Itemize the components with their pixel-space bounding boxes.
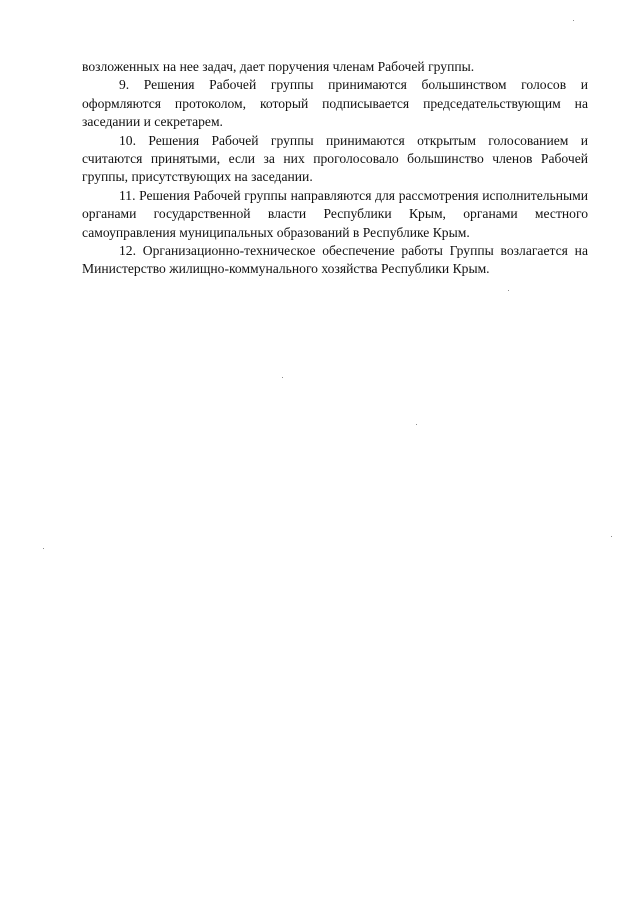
paragraph-continuation: возложенных на нее задач, дает поручения членам Рабочей группы.: [82, 59, 475, 74]
scan-speck: [508, 290, 509, 291]
scan-speck: [573, 20, 574, 21]
paragraph-item-11: 11. Решения Рабочей группы направляются для рассмотрения исполнительными органами государственной власти Республики Крым, органами местного самоуправления муниципальных образований в Республике Крым.: [82, 187, 588, 240]
scan-speck: [611, 536, 612, 537]
paragraph-item-9: 9. Решения Рабочей группы принимаются большинством голосов и оформляются протоколом, который подписывается председательствующим на заседании и секретарем.: [82, 77, 588, 130]
scan-speck: [43, 548, 44, 549]
document-body: [82, 58, 588, 279]
paragraph-item-10: 10. Решения Рабочей группы принимаются открытым голосованием и считаются принятыми, если за них проголосовало большинство членов Рабочей группы, присутствующих на заседании.: [82, 132, 588, 185]
paragraph-item-12: 12. Организационно-техническое обеспечение работы Группы возлагается на Министерство жилищно-коммунального хозяйства Республики Крым.: [82, 243, 588, 277]
scan-speck: [416, 424, 417, 425]
scan-speck: [282, 377, 283, 378]
